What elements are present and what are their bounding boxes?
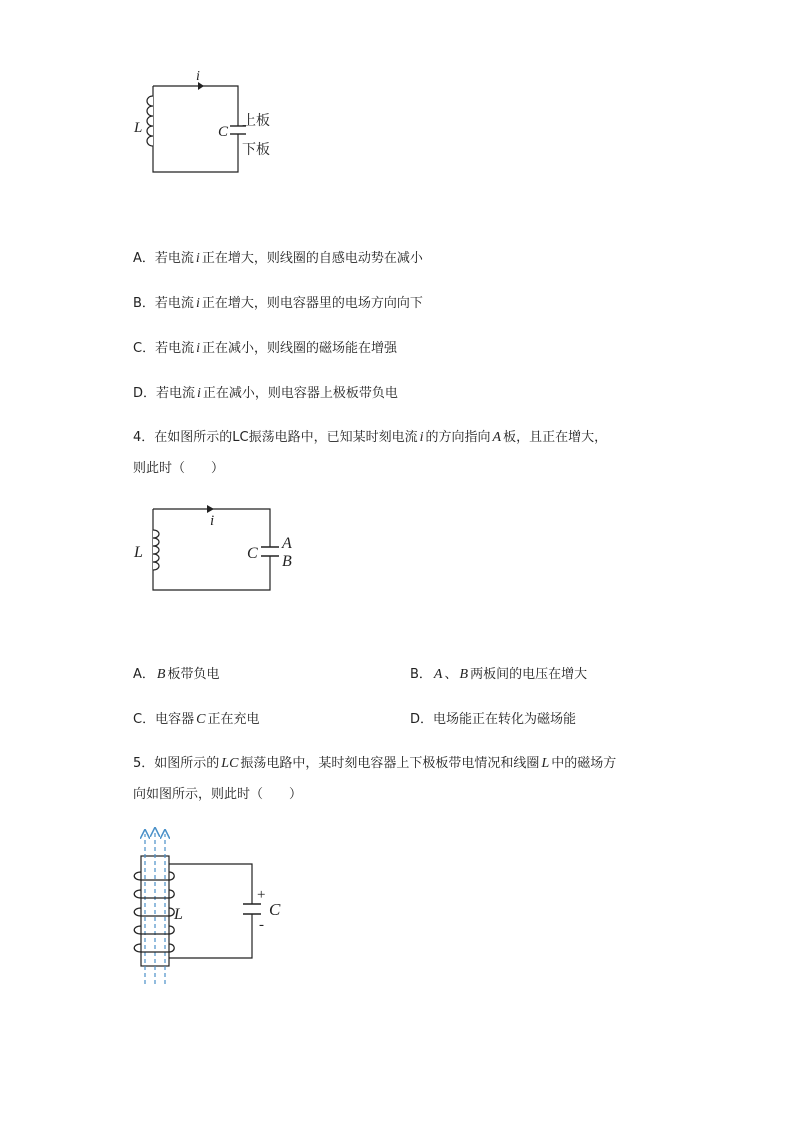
option-variable: i bbox=[195, 251, 200, 266]
option-text: 、 bbox=[444, 667, 458, 682]
stem-text: 振荡电路中，某时刻电容器上下极板带电情况和线圈 bbox=[240, 756, 540, 771]
q5-stem-line-2 bbox=[133, 786, 302, 804]
q5-capacitor-label: C bbox=[269, 900, 281, 919]
q4-inductor-coil bbox=[153, 530, 159, 570]
option-text: 电容器 bbox=[155, 712, 195, 727]
question-number: 5． bbox=[133, 756, 155, 771]
q5-minus-sign: - bbox=[259, 917, 264, 933]
option-letter: C． bbox=[133, 341, 156, 356]
option-letter: C． bbox=[133, 712, 156, 727]
q4-current-arrow bbox=[207, 505, 214, 513]
q4-capacitor-label: C bbox=[247, 545, 258, 562]
option-text: 板带负电 bbox=[167, 667, 220, 682]
option-text: 若电流 bbox=[154, 251, 194, 266]
q3-option-a bbox=[133, 250, 423, 268]
q4-plate-b-label: B bbox=[282, 553, 292, 570]
stem-variable: i bbox=[419, 430, 424, 445]
q4-option-b bbox=[410, 666, 587, 684]
stem-variable: A bbox=[492, 430, 502, 445]
option-text: 若电流 bbox=[156, 386, 196, 401]
q5-inductor-label: L bbox=[174, 906, 183, 923]
q4-current-label: i bbox=[210, 513, 215, 529]
q3-lower-plate-label: 下板 bbox=[242, 142, 270, 158]
stem-text: 的方向指向 bbox=[425, 430, 491, 445]
q4-stem-line-1 bbox=[133, 429, 607, 447]
option-letter: D． bbox=[410, 712, 434, 727]
stem-text: 则此时（ ） bbox=[133, 461, 225, 476]
q3-option-c bbox=[133, 340, 397, 358]
option-variable: B bbox=[459, 667, 469, 682]
stem-text: 在如图所示的LC振荡电路中，已知某时刻电流 bbox=[154, 430, 418, 445]
stem-variable: LC bbox=[221, 756, 239, 771]
q3-inductor-coil bbox=[147, 96, 153, 146]
option-variable: i bbox=[197, 386, 201, 401]
q5-plus-sign: + bbox=[257, 887, 266, 903]
stem-text: 如图所示的 bbox=[154, 756, 220, 771]
stem-variable: L bbox=[541, 756, 550, 771]
option-variable: i bbox=[196, 341, 200, 356]
q4-inductor-label: L bbox=[134, 544, 143, 561]
q4-option-c bbox=[133, 711, 259, 729]
option-text: 若电流 bbox=[154, 296, 194, 311]
option-text: 正在减小，则电容器上极板带负电 bbox=[202, 386, 398, 401]
option-text: 正在减小，则线圈的磁场能在增强 bbox=[201, 341, 397, 356]
q4-stem-line-2 bbox=[133, 460, 224, 478]
q3-inductor-label: L bbox=[134, 120, 143, 136]
question-number: 4． bbox=[133, 430, 155, 445]
stem-text: 向如图所示，则此时（ ） bbox=[133, 787, 303, 802]
q4-option-a bbox=[133, 666, 219, 684]
q3-capacitor-label: C bbox=[218, 124, 229, 140]
q4-option-d bbox=[410, 711, 576, 729]
q4-circuit-diagram bbox=[125, 500, 305, 600]
option-text: 电场能正在转化为磁场能 bbox=[433, 712, 577, 727]
option-text: 正在增大，则电容器里的电场方向向下 bbox=[201, 296, 423, 311]
option-letter: A． bbox=[133, 667, 155, 682]
option-text: 两板间的电压在增大 bbox=[470, 667, 588, 682]
option-text: 若电流 bbox=[155, 341, 195, 356]
q5-stem-line-1 bbox=[133, 755, 616, 773]
stem-text: 中的磁场方 bbox=[551, 756, 617, 771]
q5-wire-top bbox=[169, 864, 252, 904]
option-letter: A． bbox=[133, 251, 155, 266]
option-letter: B． bbox=[133, 296, 155, 311]
option-variable: i bbox=[195, 296, 200, 311]
q3-upper-plate-label: 上板 bbox=[242, 113, 270, 129]
stem-text: 板，且正在增大， bbox=[503, 430, 608, 445]
q3-current-label: i bbox=[196, 69, 200, 84]
option-text: 正在充电 bbox=[207, 712, 260, 727]
option-text: 正在增大，则线圈的自感电动势在减小 bbox=[201, 251, 423, 266]
q3-option-b bbox=[133, 295, 423, 313]
q4-plate-a-label: A bbox=[282, 535, 292, 552]
option-variable: B bbox=[156, 667, 166, 682]
q5-circuit-diagram bbox=[130, 826, 300, 991]
option-variable: A bbox=[433, 667, 443, 682]
option-letter: D． bbox=[133, 386, 157, 401]
option-letter: B． bbox=[410, 667, 432, 682]
option-variable: C bbox=[196, 712, 206, 727]
q3-option-d bbox=[133, 385, 398, 403]
